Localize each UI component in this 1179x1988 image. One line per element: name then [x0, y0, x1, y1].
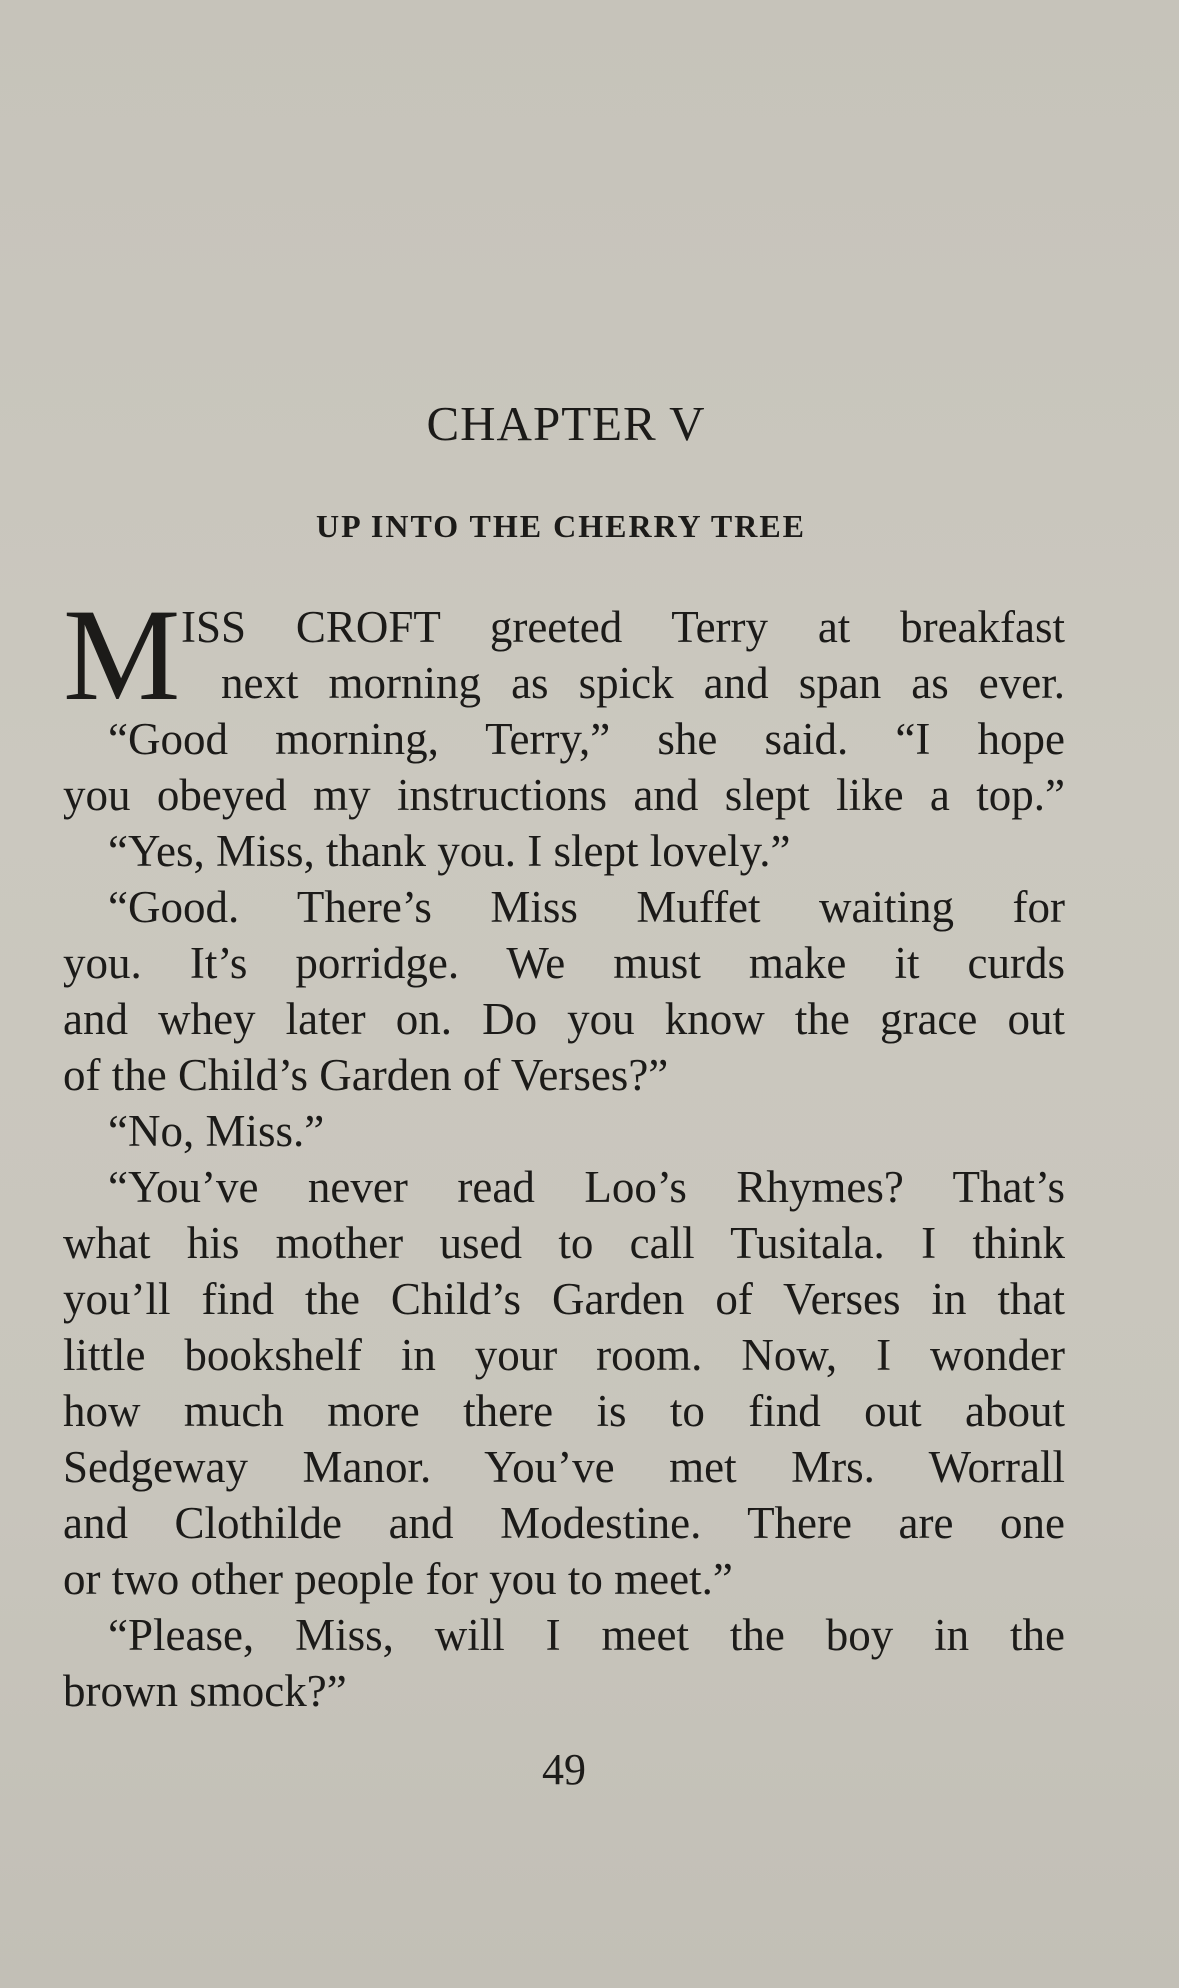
text-line: what his mother used to call Tusitala. I think: [63, 1218, 1065, 1268]
chapter-heading: CHAPTER V: [426, 396, 706, 451]
drop-cap: M: [63, 581, 181, 728]
text-line: “Yes, Miss, thank you. I slept lovely.”: [108, 826, 791, 876]
text-line: of the Child’s Garden of Verses?”: [63, 1050, 669, 1100]
opening-paragraph: [63, 581, 1065, 728]
text-line: “Good. There’s Miss Muffet waiting for: [108, 882, 1065, 932]
chapter-body: [63, 581, 1065, 1719]
text-line: or two other people for you to meet.”: [63, 1554, 733, 1604]
text-line: Sedgeway Manor. You’ve met Mrs. Worrall: [63, 1442, 1065, 1492]
text-line: you. It’s porridge. We must make it curds: [63, 938, 1065, 988]
text-line: ISS CROFT greeted Terry at breakfast: [181, 602, 1065, 652]
text-line: “No, Miss.”: [108, 1106, 325, 1156]
text-line: how much more there is to find out about: [63, 1386, 1065, 1436]
text-line: “Good morning, Terry,” she said. “I hope: [108, 714, 1065, 764]
text-line: “You’ve never read Loo’s Rhymes? That’s: [108, 1162, 1065, 1212]
text-line: little bookshelf in your room. Now, I wonder: [63, 1330, 1065, 1380]
text-line: you’ll find the Child’s Garden of Verses in that: [63, 1274, 1065, 1324]
text-line: next morning as spick and span as ever.: [221, 658, 1065, 708]
text-line: brown smock?”: [63, 1666, 347, 1716]
page-number: 49: [542, 1745, 586, 1794]
text-line: and whey later on. Do you know the grace out: [63, 994, 1065, 1044]
chapter-title: UP INTO THE CHERRY TREE: [315, 508, 807, 544]
text-line: you obeyed my instructions and slept like a top.”: [63, 770, 1065, 820]
text-line: “Please, Miss, will I meet the boy in the: [108, 1610, 1065, 1660]
text-line: and Clothilde and Modestine. There are one: [63, 1498, 1065, 1548]
